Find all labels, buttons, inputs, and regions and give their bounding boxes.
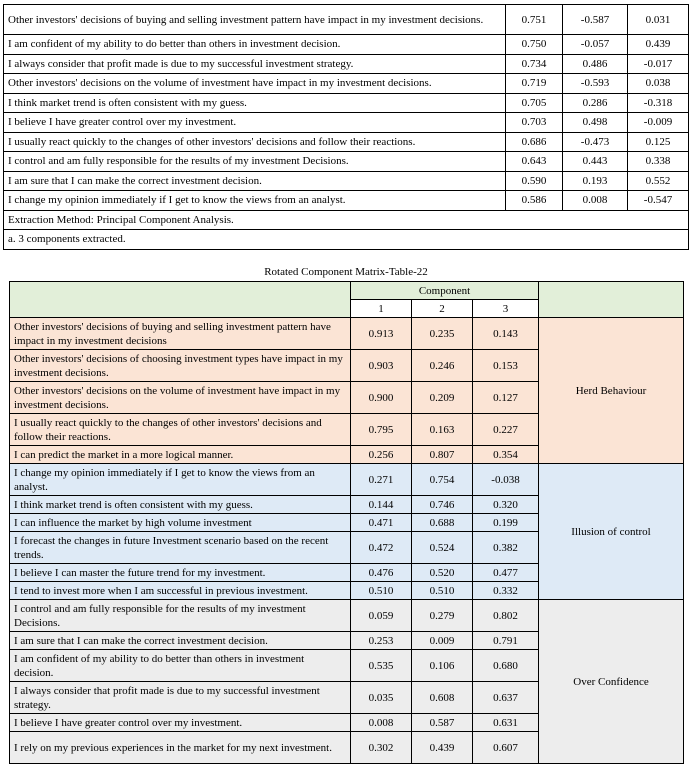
loading-c2: -0.593 <box>563 74 628 94</box>
loading-c1: 0.751 <box>506 5 563 35</box>
loading-c1: 0.703 <box>506 113 563 133</box>
loading-c1: 0.795 <box>351 414 412 446</box>
loading-c3: -0.038 <box>473 464 539 496</box>
loading-c2: 0.807 <box>412 446 473 464</box>
loading-c2: -0.057 <box>563 35 628 55</box>
table-row <box>10 318 684 350</box>
rotated-component-matrix-table <box>9 281 684 764</box>
loading-c2: 0.439 <box>412 732 473 764</box>
loading-c2: 0.520 <box>412 564 473 582</box>
loading-c2: 0.688 <box>412 514 473 532</box>
item-label: I can predict the market in a more logical manner. <box>10 446 351 464</box>
loading-c1: 0.476 <box>351 564 412 582</box>
loading-c2: 0.193 <box>563 171 628 191</box>
loading-c3: -0.017 <box>628 54 689 74</box>
item-label: I am confident of my ability to do better than others in investment decision. <box>4 35 506 55</box>
loading-c3: -0.318 <box>628 93 689 113</box>
loading-c1: 0.144 <box>351 496 412 514</box>
component-col-3: 3 <box>473 300 539 318</box>
loading-c2: 0.608 <box>412 682 473 714</box>
extraction-method-note: Extraction Method: Principal Component Analysis. <box>4 210 689 230</box>
table-row <box>4 93 689 113</box>
item-label: I am confident of my ability to do better than others in investment decision. <box>10 650 351 682</box>
table-row <box>4 132 689 152</box>
table-row <box>4 74 689 94</box>
loading-c2: 0.510 <box>412 582 473 600</box>
group-label-herd-behaviour: Herd Behaviour <box>539 318 684 464</box>
loading-c1: 0.686 <box>506 132 563 152</box>
loading-c1: 0.253 <box>351 632 412 650</box>
group-label-illusion-of-control: Illusion of control <box>539 464 684 600</box>
loading-c1: 0.035 <box>351 682 412 714</box>
loading-c2: 0.163 <box>412 414 473 446</box>
loading-c3: 0.637 <box>473 682 539 714</box>
loading-c2: 0.443 <box>563 152 628 172</box>
loading-c3: 0.143 <box>473 318 539 350</box>
item-label: Other investors' decisions of buying and selling investment pattern have impact in my investment decisions. <box>4 5 506 35</box>
header-blank-cell <box>539 282 684 318</box>
loading-c2: 0.587 <box>412 714 473 732</box>
header-row <box>10 282 684 300</box>
loading-c1: 0.535 <box>351 650 412 682</box>
loading-c2: 0.106 <box>412 650 473 682</box>
component-matrix-table <box>3 4 689 250</box>
loading-c2: 0.524 <box>412 532 473 564</box>
loading-c1: 0.705 <box>506 93 563 113</box>
header-blank-cell <box>10 282 351 318</box>
item-label: I am sure that I can make the correct investment decision. <box>10 632 351 650</box>
loading-c3: 0.199 <box>473 514 539 532</box>
loading-c3: 0.227 <box>473 414 539 446</box>
loading-c1: 0.900 <box>351 382 412 414</box>
item-label: I believe I have greater control over my investment. <box>10 714 351 732</box>
components-extracted-note: a. 3 components extracted. <box>4 230 689 250</box>
table-row <box>10 600 684 632</box>
loading-c3: 0.791 <box>473 632 539 650</box>
loading-c2: 0.486 <box>563 54 628 74</box>
item-label: Other investors' decisions on the volume of investment have impact in my investment decisions. <box>10 382 351 414</box>
item-label: Other investors' decisions of buying and selling investment pattern have impact in my investment decisions <box>10 318 351 350</box>
loading-c2: 0.246 <box>412 350 473 382</box>
loading-c1: 0.271 <box>351 464 412 496</box>
loading-c3: 0.802 <box>473 600 539 632</box>
loading-c3: 0.038 <box>628 74 689 94</box>
table-row <box>4 35 689 55</box>
component-header: Component <box>351 282 539 300</box>
item-label: Other investors' decisions of choosing investment types have impact in my investment decisions. <box>10 350 351 382</box>
loading-c3: 0.477 <box>473 564 539 582</box>
table-row <box>4 5 689 35</box>
table-row <box>4 191 689 211</box>
item-label: I control and am fully responsible for the results of my investment Decisions. <box>4 152 506 172</box>
loading-c2: 0.209 <box>412 382 473 414</box>
loading-c1: 0.643 <box>506 152 563 172</box>
table-row <box>10 464 684 496</box>
item-label: Other investors' decisions on the volume of investment have impact in my investment decisions. <box>4 74 506 94</box>
loading-c1: 0.302 <box>351 732 412 764</box>
loading-c3: 0.332 <box>473 582 539 600</box>
item-label: I can influence the market by high volume investment <box>10 514 351 532</box>
item-label: I always consider that profit made is due to my successful investment strategy. <box>4 54 506 74</box>
loading-c2: 0.754 <box>412 464 473 496</box>
loading-c1: 0.510 <box>351 582 412 600</box>
item-label: I think market trend is often consistent with my guess. <box>4 93 506 113</box>
loading-c1: 0.590 <box>506 171 563 191</box>
item-label: I change my opinion immediately if I get to know the views from an analyst. <box>4 191 506 211</box>
loading-c3: 0.552 <box>628 171 689 191</box>
table-footnote-row <box>4 230 689 250</box>
loading-c1: 0.471 <box>351 514 412 532</box>
loading-c1: 0.750 <box>506 35 563 55</box>
loading-c1: 0.913 <box>351 318 412 350</box>
item-label: I usually react quickly to the changes of other investors' decisions and follow their reactions. <box>4 132 506 152</box>
loading-c3: 0.125 <box>628 132 689 152</box>
item-label: I forecast the changes in future Investment scenario based on the recent trends. <box>10 532 351 564</box>
loading-c2: 0.008 <box>563 191 628 211</box>
table-row <box>4 171 689 191</box>
loading-c3: 0.354 <box>473 446 539 464</box>
component-col-1: 1 <box>351 300 412 318</box>
item-label: I am sure that I can make the correct investment decision. <box>4 171 506 191</box>
loading-c2: 0.009 <box>412 632 473 650</box>
loading-c1: 0.472 <box>351 532 412 564</box>
table-footnote-row <box>4 210 689 230</box>
loading-c1: 0.719 <box>506 74 563 94</box>
loading-c3: -0.547 <box>628 191 689 211</box>
loading-c3: 0.031 <box>628 5 689 35</box>
component-col-2: 2 <box>412 300 473 318</box>
loading-c2: 0.235 <box>412 318 473 350</box>
item-label: I always consider that profit made is due to my successful investment strategy. <box>10 682 351 714</box>
loading-c3: 0.338 <box>628 152 689 172</box>
loading-c3: -0.009 <box>628 113 689 133</box>
loading-c3: 0.382 <box>473 532 539 564</box>
loading-c2: -0.587 <box>563 5 628 35</box>
loading-c3: 0.439 <box>628 35 689 55</box>
table-row <box>4 152 689 172</box>
loading-c3: 0.680 <box>473 650 539 682</box>
item-label: I control and am fully responsible for the results of my investment Decisions. <box>10 600 351 632</box>
loading-c2: 0.498 <box>563 113 628 133</box>
loading-c3: 0.320 <box>473 496 539 514</box>
group-label-over-confidence: Over Confidence <box>539 600 684 764</box>
loading-c1: 0.008 <box>351 714 412 732</box>
loading-c1: 0.586 <box>506 191 563 211</box>
loading-c1: 0.256 <box>351 446 412 464</box>
item-label: I change my opinion immediately if I get to know the views from an analyst. <box>10 464 351 496</box>
item-label: I believe I can master the future trend for my investment. <box>10 564 351 582</box>
loading-c3: 0.153 <box>473 350 539 382</box>
loading-c1: 0.734 <box>506 54 563 74</box>
item-label: I believe I have greater control over my investment. <box>4 113 506 133</box>
table-row <box>4 113 689 133</box>
loading-c2: 0.746 <box>412 496 473 514</box>
table-row <box>4 54 689 74</box>
loading-c2: 0.279 <box>412 600 473 632</box>
loading-c3: 0.631 <box>473 714 539 732</box>
item-label: I rely on my previous experiences in the market for my next investment. <box>10 732 351 764</box>
loading-c2: 0.286 <box>563 93 628 113</box>
item-label: I think market trend is often consistent with my guess. <box>10 496 351 514</box>
loading-c3: 0.607 <box>473 732 539 764</box>
item-label: I tend to invest more when I am successful in previous investment. <box>10 582 351 600</box>
loading-c1: 0.903 <box>351 350 412 382</box>
loading-c2: -0.473 <box>563 132 628 152</box>
table-caption: Rotated Component Matrix-Table-22 <box>264 266 428 278</box>
loading-c3: 0.127 <box>473 382 539 414</box>
loading-c1: 0.059 <box>351 600 412 632</box>
item-label: I usually react quickly to the changes of other investors' decisions and follow their reactions. <box>10 414 351 446</box>
